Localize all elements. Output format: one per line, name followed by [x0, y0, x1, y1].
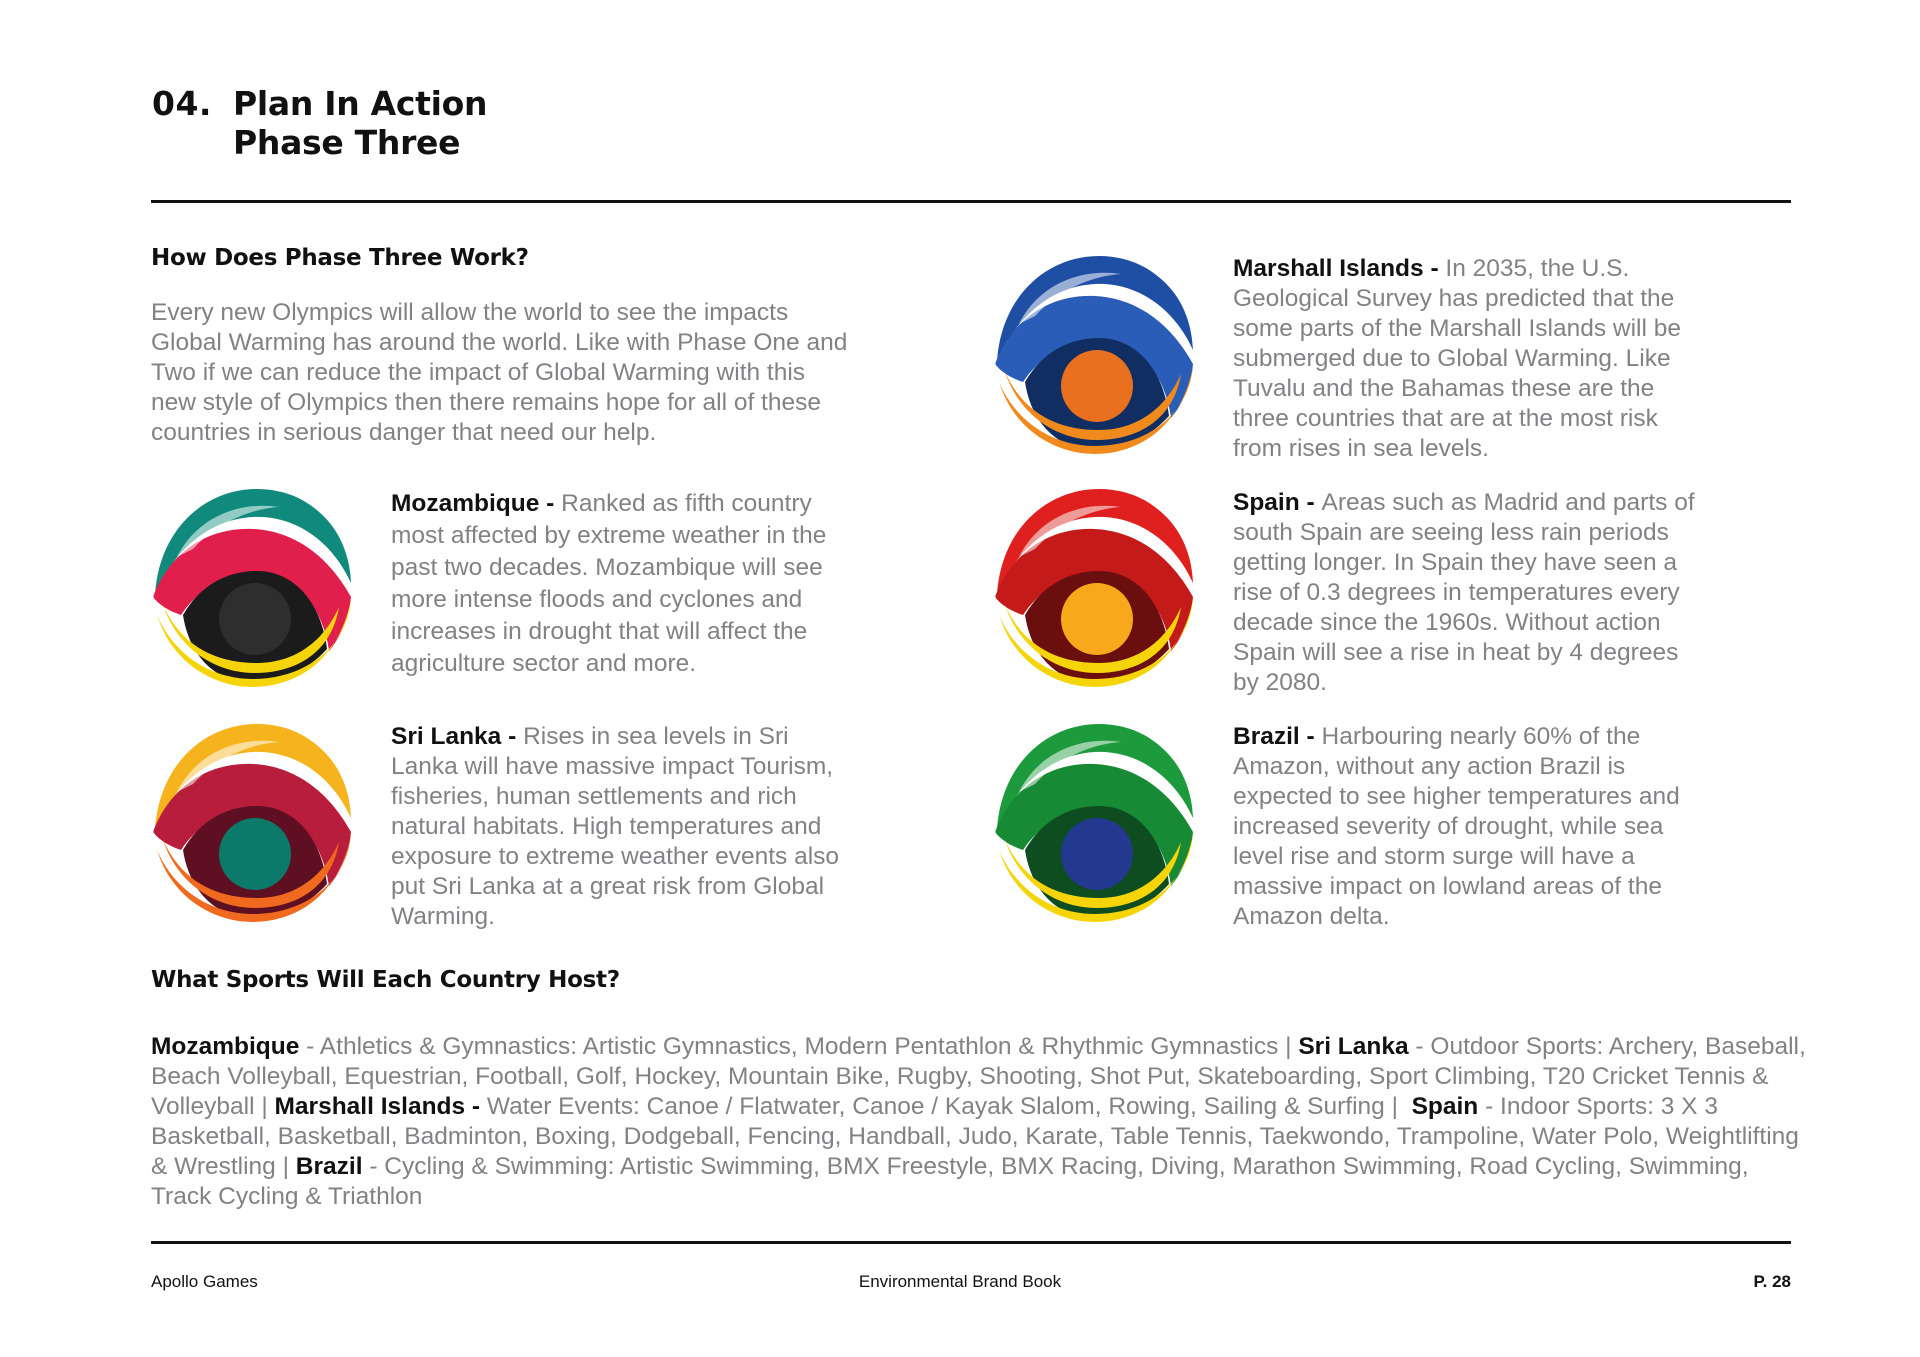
country-entry-brazil [1233, 722, 1703, 932]
country-entry-mozambique [391, 488, 851, 680]
sri-lanka-eye-logo [153, 722, 353, 922]
country-description: Ranked as fifth country most affected by extreme weather in the past two decades. Mozambique will see more intense floods and cyclones and increases in drought that will affect the agriculture sector and more. [391, 490, 827, 677]
country-description: In 2035, the U.S. Geological Survey has predicted that the some parts of the Marshall Islands will be submerged due to Global Warming. Like Tuvalu and the Bahamas these are the three countries that are at the most risk from rises in sea levels. [1233, 255, 1681, 462]
country-entry-spain [1233, 488, 1703, 698]
country-separator: - [539, 490, 562, 517]
sports-country-name: Spain [1411, 1093, 1479, 1120]
top-divider [151, 200, 1791, 203]
logo-pupil [219, 583, 291, 655]
section-number: 04. [152, 84, 212, 123]
sports-country-name: Marshall Islands - [274, 1093, 481, 1120]
logo-pupil [1061, 583, 1133, 655]
mozambique-eye-logo [153, 487, 353, 687]
footer-brand: Apollo Games [151, 1272, 258, 1291]
page-title-line2: Phase Three [233, 123, 461, 162]
country-separator: - [1423, 255, 1446, 282]
country-separator: - [501, 723, 524, 750]
brazil-eye-logo [995, 722, 1195, 922]
sports-country-name: Mozambique [151, 1033, 300, 1060]
bottom-divider [151, 1241, 1791, 1244]
marshall-islands-eye-logo [995, 254, 1195, 454]
sports-heading: What Sports Will Each Country Host? [151, 967, 620, 993]
country-name: Marshall Islands [1233, 255, 1424, 282]
country-entry-sri-lanka [391, 722, 851, 932]
country-entry-marshall-islands [1233, 254, 1703, 464]
country-name: Sri Lanka [391, 723, 502, 750]
footer-page-number: P. 28 [1753, 1272, 1791, 1291]
country-name: Mozambique [391, 490, 540, 517]
country-description: Harbouring nearly 60% of the Amazon, without any action Brazil is expected to see higher temperatures and increased severity of drought, while sea level rise and storm surge will have a massive impact on lowland areas of the Amazon delta. [1233, 723, 1680, 930]
sports-country-text: - Outdoor Sports: Archery, Baseball, Beach Volleyball, Equestrian, Football, Golf, Hockey, Mountain Bike, Rugby, Shooting, Shot Put, Skateboarding, Sport Climbing, T20 Cricket Tennis & Volleyball | [151, 1033, 1806, 1120]
sports-list [151, 1032, 1811, 1212]
sports-country-name: Brazil [295, 1153, 363, 1180]
page-title [233, 84, 487, 162]
page-title-line1: Plan In Action [233, 84, 488, 123]
sports-country-text: - Cycling & Swimming: Artistic Swimming, BMX Freestyle, BMX Racing, Diving, Marathon Swimming, Road Cycling, Swimming, Track Cycling & Triathlon [151, 1153, 1749, 1210]
country-separator: - [1299, 723, 1322, 750]
logo-pupil [219, 818, 291, 890]
footer-doc-title: Environmental Brand Book [858, 1272, 1062, 1291]
sports-country-text: - Indoor Sports: 3 X 3 Basketball, Basketball, Badminton, Boxing, Dodgeball, Fencing, Handball, Judo, Karate, Table Tennis, Taekwondo, Trampoline, Water Polo, Weightlifting & Wrestling | [151, 1093, 1799, 1180]
country-name: Brazil [1233, 723, 1300, 750]
sports-country-name: Sri Lanka [1298, 1033, 1409, 1060]
country-description: Areas such as Madrid and parts of south Spain are seeing less rain periods getting longer. In Spain they have seen a rise of 0.3 degrees in temperatures every decade since the 1960s. Without action Spain will see a rise in heat by 4 degrees by 2080. [1233, 489, 1695, 696]
sports-country-text: - Athletics & Gymnastics: Artistic Gymnastics, Modern Pentathlon & Rhythmic Gymnastics | [299, 1033, 1299, 1060]
country-description: Rises in sea levels in Sri Lanka will have massive impact Tourism, fisheries, human settlements and rich natural habitats. High temperatures and exposure to extreme weather events also put Sri Lanka at a great risk from Global Warming. [391, 723, 840, 930]
spain-eye-logo [995, 487, 1195, 687]
sports-country-text: Water Events: Canoe / Flatwater, Canoe / Kayak Slalom, Rowing, Sailing & Surfing | [480, 1093, 1412, 1120]
country-separator: - [1299, 489, 1322, 516]
intro-body: Every new Olympics will allow the world to see the impacts Global Warming has around the world. Like with Phase One and Two if we can reduce the impact of Global Warming with this new style of Olympics then there remains hope for all of these countries in serious danger that need our help. [151, 299, 848, 446]
intro-heading: How Does Phase Three Work? [151, 245, 529, 271]
logo-pupil [1061, 350, 1133, 422]
country-name: Spain [1233, 489, 1300, 516]
logo-pupil [1061, 818, 1133, 890]
